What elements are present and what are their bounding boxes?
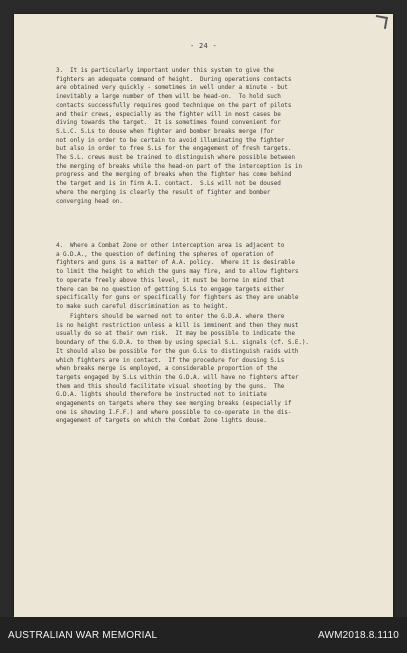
footer-institution: AUSTRALIAN WAR MEMORIAL xyxy=(8,629,158,641)
footer-bar xyxy=(0,617,407,653)
paragraph-3: 3. It is particularly important under this system to give the fighters an adequate command of height. During operations contacts are obtained very quickly - sometimes in well under a minute - but inevitably a large number of them will be head-on. To hold such contacts successfully requires good technique on the part of pilots and their crews, especially as the fighter will in most cases be diving towards the target. It is sometimes found convenient for S.L.C. S.Ls to douse when fighter and bomber breaks merge (for not only in order to be certain to avoid illuminating the fighter but also in order to free S.Ls for the engagement of fresh targets. The S.L. crews must be trained to distinguish where possible between the merging of breaks while the head-on part of the interception is in progress and the merging of breaks when the fighter has come behind the target and is in firm A.I. contact. S.Ls will not be doused where the merging is clearly the result of fighter and bomber converging head on. xyxy=(56,67,302,205)
corner-mark xyxy=(374,15,388,29)
document-page xyxy=(14,14,393,617)
paragraph-4: 4. Where a Combat Zone or other interception area is adjacent to a G.D.A., the question of defining the spheres of operation of fighters and guns is a matter of A.A. policy. Where it is desirable to limit the height to which the guns may fire, and to allow fighters to operate freely above this level, it must be borne in mind that there can be no question of getting S.Ls to engage targets either specifically for guns or specifically for fighters as they are unable to make such careful discrimination as to height. xyxy=(56,242,299,310)
paragraph-5: Fighters should be warned not to enter the G.D.A. where there is no height restriction unless a kill is imminent and then they must usually do so at their own risk. It may be possible to indicate the boundary of the G.D.A. to them by using special S.L. signals (cf. S.E.). It should also be possible for the gun G.Ls to distinguish raids with which fighters are in contact. If the procedure for dousing S.Ls when breaks merge is employed, a considerable proportion of the targets engaged by S.Ls within the G.D.A. will have no fighters after them and this should facilitate visual shooting by the guns. The G.D.A. lights should therefore be instructed not to initiate engagements on targets where they see merging breaks (especially if one is showing I.F.F.) and where possible to co-operate in the dis- engagement of targets on which the Combat Zone lights douse. xyxy=(56,313,309,425)
page-number: - 24 - xyxy=(189,42,218,50)
footer-accession-number: AWM2018.8.1110 xyxy=(318,629,399,641)
